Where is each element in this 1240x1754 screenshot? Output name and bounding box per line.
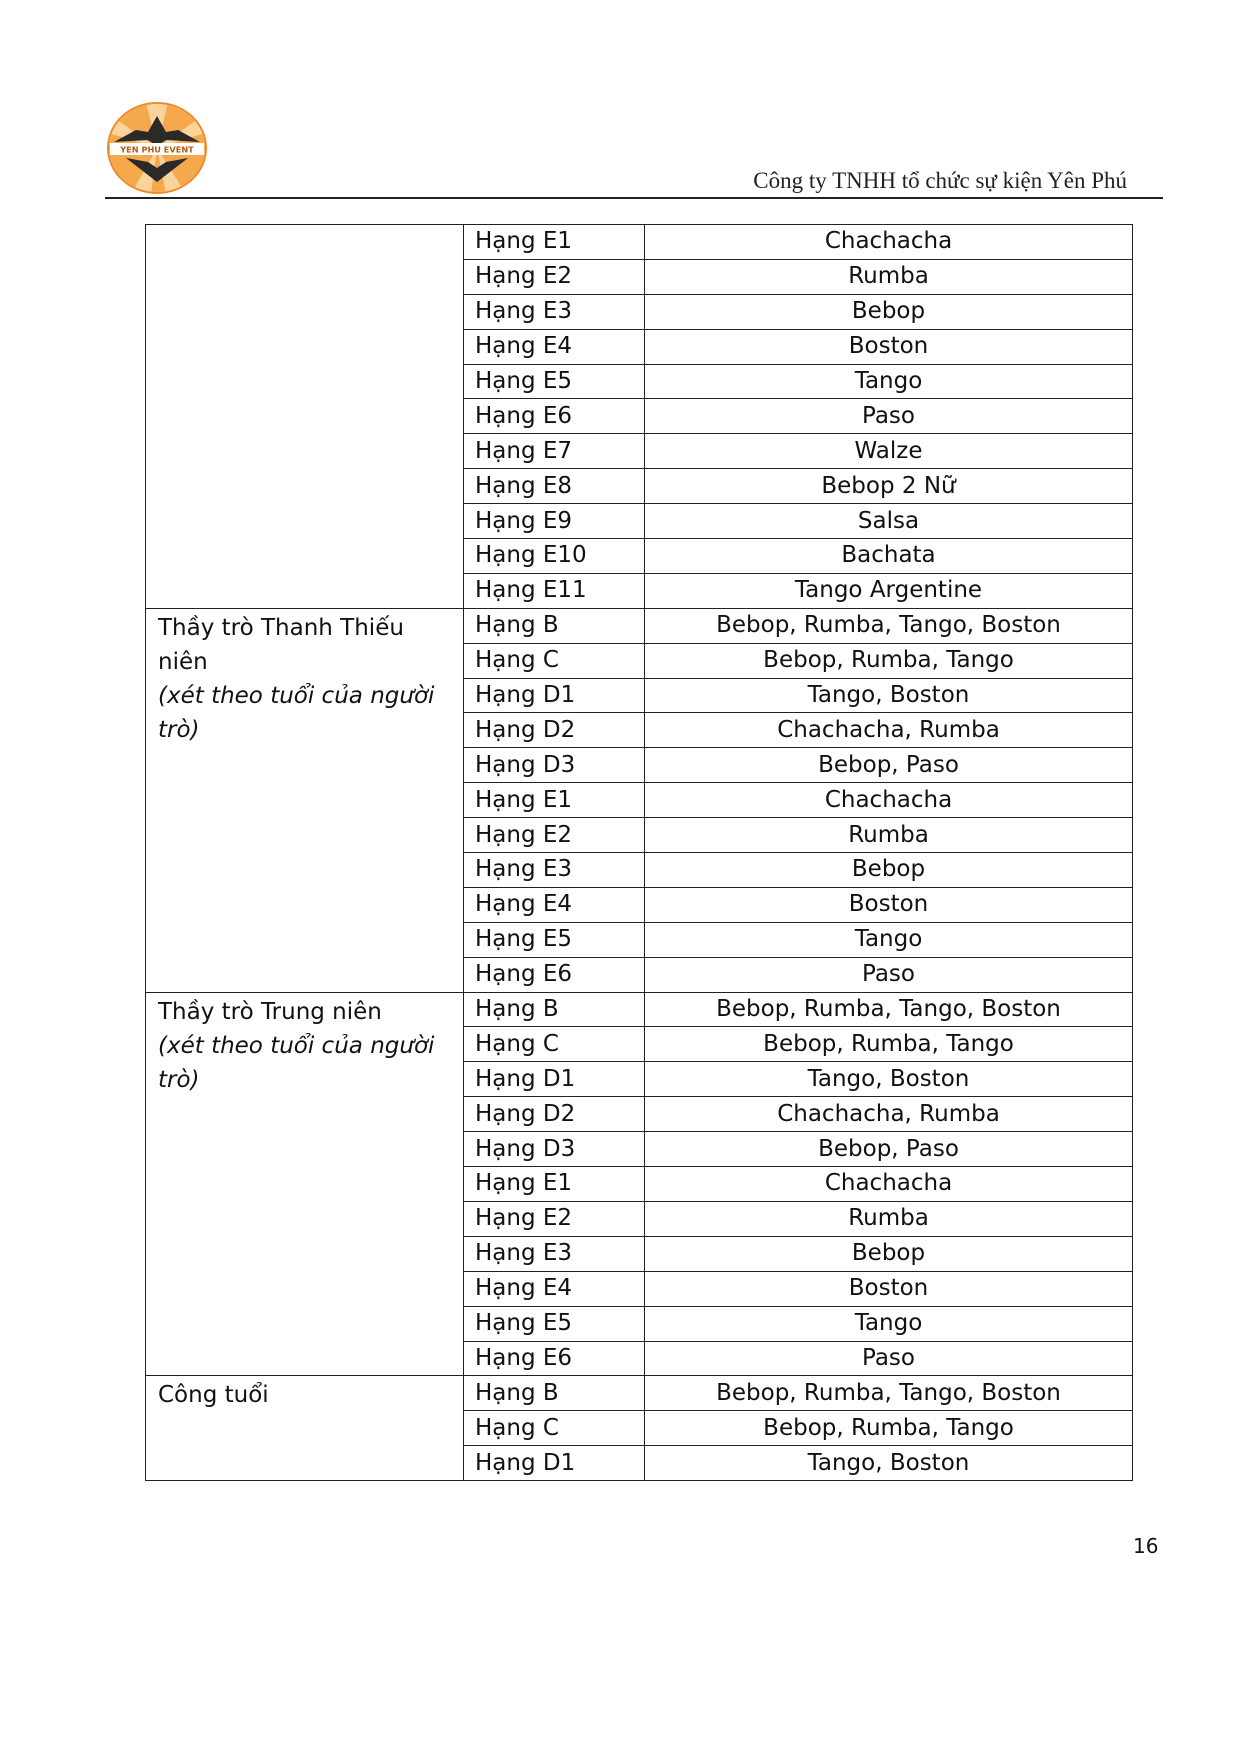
header-divider <box>105 197 1163 199</box>
rank-cell: Hạng B <box>464 608 645 643</box>
dance-cell: Paso <box>645 1341 1133 1376</box>
company-name: Công ty TNHH tổ chức sự kiện Yên Phú <box>753 168 1127 193</box>
dance-category-table <box>145 224 1133 1481</box>
dance-cell: Tango, Boston <box>645 678 1133 713</box>
dance-cell: Paso <box>645 399 1133 434</box>
rank-cell: Hạng E1 <box>464 783 645 818</box>
group-note-line: trò) <box>158 1066 200 1093</box>
rank-cell: Hạng E9 <box>464 504 645 539</box>
rank-cell: Hạng C <box>464 643 645 678</box>
group-note-line: (xét theo tuổi của người <box>158 1032 435 1059</box>
rank-cell: Hạng E3 <box>464 1236 645 1271</box>
dance-cell: Rumba <box>645 1201 1133 1236</box>
dance-cell: Chachacha, Rumba <box>645 713 1133 748</box>
dance-cell: Tango <box>645 1306 1133 1341</box>
group-label-cell <box>146 608 464 992</box>
rank-cell: Hạng E7 <box>464 434 645 469</box>
dance-cell: Bebop, Rumba, Tango <box>645 1027 1133 1062</box>
rank-cell: Hạng D2 <box>464 713 645 748</box>
group-title-line: Công tuổi <box>158 1382 269 1409</box>
rank-cell: Hạng E3 <box>464 853 645 888</box>
rank-cell: Hạng E2 <box>464 818 645 853</box>
dance-cell: Walze <box>645 434 1133 469</box>
rank-cell: Hạng E2 <box>464 1201 645 1236</box>
dance-cell: Chachacha <box>645 783 1133 818</box>
dance-cell: Tango <box>645 922 1133 957</box>
dance-cell: Bachata <box>645 539 1133 574</box>
rank-cell: Hạng E8 <box>464 469 645 504</box>
rank-cell: Hạng D3 <box>464 1132 645 1167</box>
table-row <box>146 225 1133 260</box>
dance-cell: Bebop <box>645 853 1133 888</box>
rank-cell: Hạng D1 <box>464 678 645 713</box>
group-note-line: (xét theo tuổi của người <box>158 682 435 709</box>
dance-cell: Tango, Boston <box>645 1446 1133 1481</box>
dance-cell: Rumba <box>645 818 1133 853</box>
rank-cell: Hạng E3 <box>464 294 645 329</box>
group-title-line: Thầy trò Trung niên <box>158 998 382 1025</box>
rank-cell: Hạng D1 <box>464 1446 645 1481</box>
dance-cell: Bebop, Paso <box>645 748 1133 783</box>
company-logo <box>106 102 208 194</box>
rank-cell: Hạng B <box>464 992 645 1027</box>
rank-cell: Hạng E6 <box>464 957 645 992</box>
dance-cell: Bebop, Rumba, Tango, Boston <box>645 608 1133 643</box>
rank-cell: Hạng E6 <box>464 399 645 434</box>
dance-cell: Bebop, Rumba, Tango <box>645 643 1133 678</box>
table-row <box>146 1376 1133 1411</box>
group-title-line: Thầy trò Thanh Thiếu <box>158 614 404 641</box>
table-row <box>146 992 1133 1027</box>
dance-cell: Chachacha <box>645 1167 1133 1202</box>
rank-cell: Hạng E2 <box>464 259 645 294</box>
group-label-cell <box>146 225 464 609</box>
rank-cell: Hạng C <box>464 1027 645 1062</box>
dance-cell: Bebop, Rumba, Tango, Boston <box>645 1376 1133 1411</box>
rank-cell: Hạng E5 <box>464 1306 645 1341</box>
rank-cell: Hạng D2 <box>464 1097 645 1132</box>
dance-cell: Bebop 2 Nữ <box>645 469 1133 504</box>
rank-cell: Hạng E11 <box>464 573 645 608</box>
rank-cell: Hạng E1 <box>464 1167 645 1202</box>
rank-cell: Hạng E5 <box>464 364 645 399</box>
group-label-cell <box>146 1376 464 1481</box>
dance-cell: Chachacha, Rumba <box>645 1097 1133 1132</box>
rank-cell: Hạng D1 <box>464 1062 645 1097</box>
group-note-line: trò) <box>158 716 200 743</box>
rank-cell: Hạng E4 <box>464 887 645 922</box>
dance-cell: Rumba <box>645 259 1133 294</box>
dance-cell: Boston <box>645 329 1133 364</box>
rank-cell: Hạng E4 <box>464 329 645 364</box>
rank-cell: Hạng E10 <box>464 539 645 574</box>
group-title-line: niên <box>158 648 208 675</box>
dance-cell: Bebop <box>645 1236 1133 1271</box>
dance-cell: Bebop, Rumba, Tango, Boston <box>645 992 1133 1027</box>
dance-cell: Tango Argentine <box>645 573 1133 608</box>
rank-cell: Hạng C <box>464 1411 645 1446</box>
rank-cell: Hạng E6 <box>464 1341 645 1376</box>
dance-cell: Boston <box>645 887 1133 922</box>
rank-cell: Hạng B <box>464 1376 645 1411</box>
rank-cell: Hạng E1 <box>464 225 645 260</box>
dance-cell: Tango, Boston <box>645 1062 1133 1097</box>
table-body <box>146 225 1133 1481</box>
dance-cell: Boston <box>645 1271 1133 1306</box>
rank-cell: Hạng E5 <box>464 922 645 957</box>
dance-cell: Bebop <box>645 294 1133 329</box>
dance-cell: Salsa <box>645 504 1133 539</box>
table-row <box>146 608 1133 643</box>
dance-cell: Bebop, Paso <box>645 1132 1133 1167</box>
dance-cell: Tango <box>645 364 1133 399</box>
rank-cell: Hạng D3 <box>464 748 645 783</box>
dance-cell: Bebop, Rumba, Tango <box>645 1411 1133 1446</box>
rank-cell: Hạng E4 <box>464 1271 645 1306</box>
dance-cell: Paso <box>645 957 1133 992</box>
logo-wordmark: YEN PHU EVENT <box>120 144 194 155</box>
group-label-cell <box>146 992 464 1376</box>
dance-cell: Chachacha <box>645 225 1133 260</box>
page-number: 16 <box>1133 1534 1159 1558</box>
